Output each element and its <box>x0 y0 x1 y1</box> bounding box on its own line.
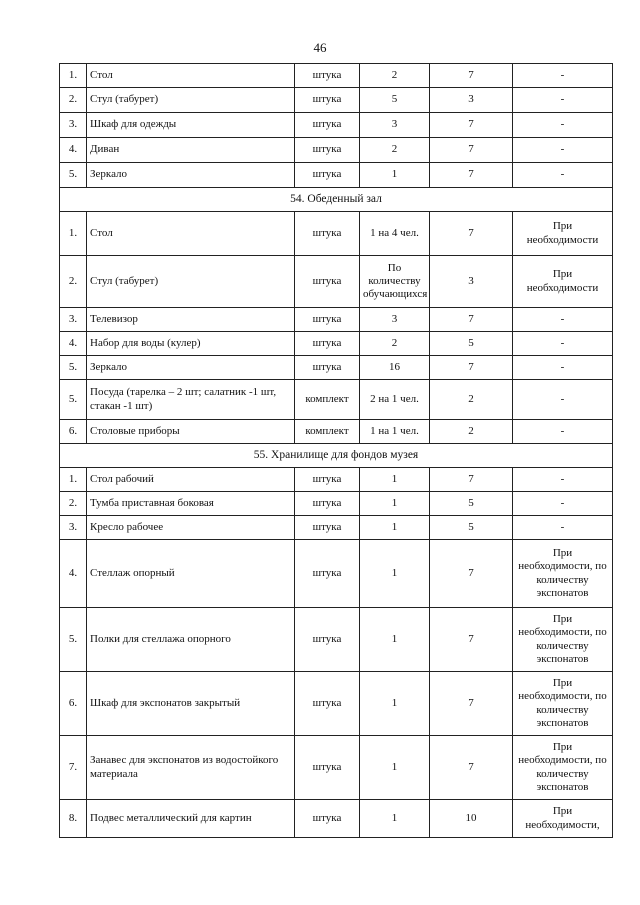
item-name-cell: Шкаф для одежды <box>87 113 295 138</box>
service-term-cell: 5 <box>430 332 513 356</box>
unit-of-measure-cell: штука <box>295 516 360 540</box>
row-number-cell: 5. <box>60 163 87 188</box>
row-number-cell: 2. <box>60 256 87 308</box>
row-number-cell: 4. <box>60 540 87 608</box>
table-row <box>60 736 613 800</box>
table-row <box>60 113 613 138</box>
table-row <box>60 540 613 608</box>
service-term-cell: 2 <box>430 420 513 444</box>
quantity-cell: 1 <box>360 516 430 540</box>
table-row <box>60 468 613 492</box>
note-cell: - <box>513 113 613 138</box>
quantity-cell: По количеству обучающихся <box>360 256 430 308</box>
service-term-cell: 10 <box>430 800 513 838</box>
unit-of-measure-cell: штука <box>295 332 360 356</box>
item-name-cell: Стол <box>87 64 295 88</box>
service-term-cell: 7 <box>430 113 513 138</box>
note-cell: - <box>513 380 613 420</box>
service-term-cell: 7 <box>430 212 513 256</box>
quantity-cell: 1 <box>360 800 430 838</box>
row-number-cell: 7. <box>60 736 87 800</box>
item-name-cell: Зеркало <box>87 356 295 380</box>
item-name-cell: Занавес для экспонатов из водостойкого материала <box>87 736 295 800</box>
note-cell: - <box>513 138 613 163</box>
table-row <box>60 64 613 88</box>
unit-of-measure-cell: комплект <box>295 420 360 444</box>
item-name-cell: Полки для стеллажа опорного <box>87 608 295 672</box>
service-term-cell: 3 <box>430 88 513 113</box>
note-cell: При необходимости, по количеству экспонатов <box>513 736 613 800</box>
table-row <box>60 256 613 308</box>
note-cell: - <box>513 308 613 332</box>
section-header-row <box>60 444 613 468</box>
note-cell: При необходимости, по количеству экспонатов <box>513 608 613 672</box>
row-number-cell: 6. <box>60 672 87 736</box>
row-number-cell: 4. <box>60 332 87 356</box>
item-name-cell: Тумба приставная боковая <box>87 492 295 516</box>
service-term-cell: 7 <box>430 138 513 163</box>
table-row <box>60 138 613 163</box>
table-row <box>60 163 613 188</box>
quantity-cell: 1 <box>360 608 430 672</box>
unit-of-measure-cell: штука <box>295 736 360 800</box>
unit-of-measure-cell: штука <box>295 356 360 380</box>
service-term-cell: 7 <box>430 356 513 380</box>
unit-of-measure-cell: штука <box>295 212 360 256</box>
equipment-table <box>59 63 613 838</box>
section-header-row <box>60 188 613 212</box>
service-term-cell: 7 <box>430 308 513 332</box>
unit-of-measure-cell: штука <box>295 468 360 492</box>
quantity-cell: 2 <box>360 64 430 88</box>
page-number: 46 <box>313 40 327 55</box>
unit-of-measure-cell: штука <box>295 138 360 163</box>
table-row <box>60 492 613 516</box>
unit-of-measure-cell: штука <box>295 800 360 838</box>
note-cell: - <box>513 64 613 88</box>
item-name-cell: Столовые приборы <box>87 420 295 444</box>
item-name-cell: Стул (табурет) <box>87 256 295 308</box>
service-term-cell: 7 <box>430 608 513 672</box>
service-term-cell: 5 <box>430 492 513 516</box>
row-number-cell: 2. <box>60 88 87 113</box>
item-name-cell: Телевизор <box>87 308 295 332</box>
table-row <box>60 516 613 540</box>
service-term-cell: 7 <box>430 64 513 88</box>
unit-of-measure-cell: штука <box>295 64 360 88</box>
service-term-cell: 7 <box>430 163 513 188</box>
quantity-cell: 1 <box>360 540 430 608</box>
unit-of-measure-cell: штука <box>295 163 360 188</box>
unit-of-measure-cell: штука <box>295 492 360 516</box>
quantity-cell: 1 <box>360 468 430 492</box>
section-title: 55. Хранилище для фондов музея <box>60 444 613 468</box>
quantity-cell: 1 <box>360 492 430 516</box>
note-cell: - <box>513 356 613 380</box>
unit-of-measure-cell: штука <box>295 308 360 332</box>
item-name-cell: Стол <box>87 212 295 256</box>
quantity-cell: 16 <box>360 356 430 380</box>
quantity-cell: 1 <box>360 736 430 800</box>
quantity-cell: 5 <box>360 88 430 113</box>
item-name-cell: Диван <box>87 138 295 163</box>
note-cell: При необходимости, <box>513 800 613 838</box>
unit-of-measure-cell: штука <box>295 608 360 672</box>
unit-of-measure-cell: штука <box>295 540 360 608</box>
row-number-cell: 4. <box>60 138 87 163</box>
item-name-cell: Стол рабочий <box>87 468 295 492</box>
unit-of-measure-cell: штука <box>295 113 360 138</box>
item-name-cell: Стул (табурет) <box>87 88 295 113</box>
item-name-cell: Набор для воды (кулер) <box>87 332 295 356</box>
service-term-cell: 7 <box>430 540 513 608</box>
note-cell: - <box>513 332 613 356</box>
table-row <box>60 800 613 838</box>
row-number-cell: 5. <box>60 356 87 380</box>
row-number-cell: 5. <box>60 380 87 420</box>
quantity-cell: 2 на 1 чел. <box>360 380 430 420</box>
unit-of-measure-cell: штука <box>295 672 360 736</box>
table-row <box>60 88 613 113</box>
quantity-cell: 3 <box>360 113 430 138</box>
note-cell: - <box>513 492 613 516</box>
row-number-cell: 3. <box>60 113 87 138</box>
row-number-cell: 5. <box>60 608 87 672</box>
service-term-cell: 3 <box>430 256 513 308</box>
item-name-cell: Кресло рабочее <box>87 516 295 540</box>
unit-of-measure-cell: комплект <box>295 380 360 420</box>
note-cell: - <box>513 420 613 444</box>
note-cell: При необходимости, по количеству экспонатов <box>513 540 613 608</box>
item-name-cell: Посуда (тарелка – 2 шт; салатник -1 шт, стакан -1 шт) <box>87 380 295 420</box>
note-cell: При необходимости <box>513 212 613 256</box>
note-cell: - <box>513 516 613 540</box>
row-number-cell: 1. <box>60 212 87 256</box>
table-row <box>60 356 613 380</box>
item-name-cell: Зеркало <box>87 163 295 188</box>
note-cell: - <box>513 88 613 113</box>
service-term-cell: 7 <box>430 672 513 736</box>
table-row <box>60 212 613 256</box>
quantity-cell: 1 <box>360 672 430 736</box>
quantity-cell: 2 <box>360 138 430 163</box>
note-cell: - <box>513 468 613 492</box>
table-row <box>60 380 613 420</box>
row-number-cell: 8. <box>60 800 87 838</box>
item-name-cell: Стеллаж опорный <box>87 540 295 608</box>
note-cell: - <box>513 163 613 188</box>
equipment-table-body <box>60 64 613 838</box>
quantity-cell: 3 <box>360 308 430 332</box>
unit-of-measure-cell: штука <box>295 256 360 308</box>
row-number-cell: 2. <box>60 492 87 516</box>
row-number-cell: 1. <box>60 468 87 492</box>
item-name-cell: Подвес металлический для картин <box>87 800 295 838</box>
table-row <box>60 420 613 444</box>
row-number-cell: 1. <box>60 64 87 88</box>
table-row <box>60 332 613 356</box>
service-term-cell: 7 <box>430 468 513 492</box>
service-term-cell: 7 <box>430 736 513 800</box>
quantity-cell: 1 <box>360 163 430 188</box>
quantity-cell: 1 на 1 чел. <box>360 420 430 444</box>
table-row <box>60 672 613 736</box>
unit-of-measure-cell: штука <box>295 88 360 113</box>
note-cell: При необходимости, по количеству экспонатов <box>513 672 613 736</box>
row-number-cell: 6. <box>60 420 87 444</box>
quantity-cell: 2 <box>360 332 430 356</box>
service-term-cell: 2 <box>430 380 513 420</box>
table-row <box>60 308 613 332</box>
service-term-cell: 5 <box>430 516 513 540</box>
table-row <box>60 608 613 672</box>
row-number-cell: 3. <box>60 516 87 540</box>
quantity-cell: 1 на 4 чел. <box>360 212 430 256</box>
note-cell: При необходимости <box>513 256 613 308</box>
item-name-cell: Шкаф для экспонатов закрытый <box>87 672 295 736</box>
row-number-cell: 3. <box>60 308 87 332</box>
section-title: 54. Обеденный зал <box>60 188 613 212</box>
